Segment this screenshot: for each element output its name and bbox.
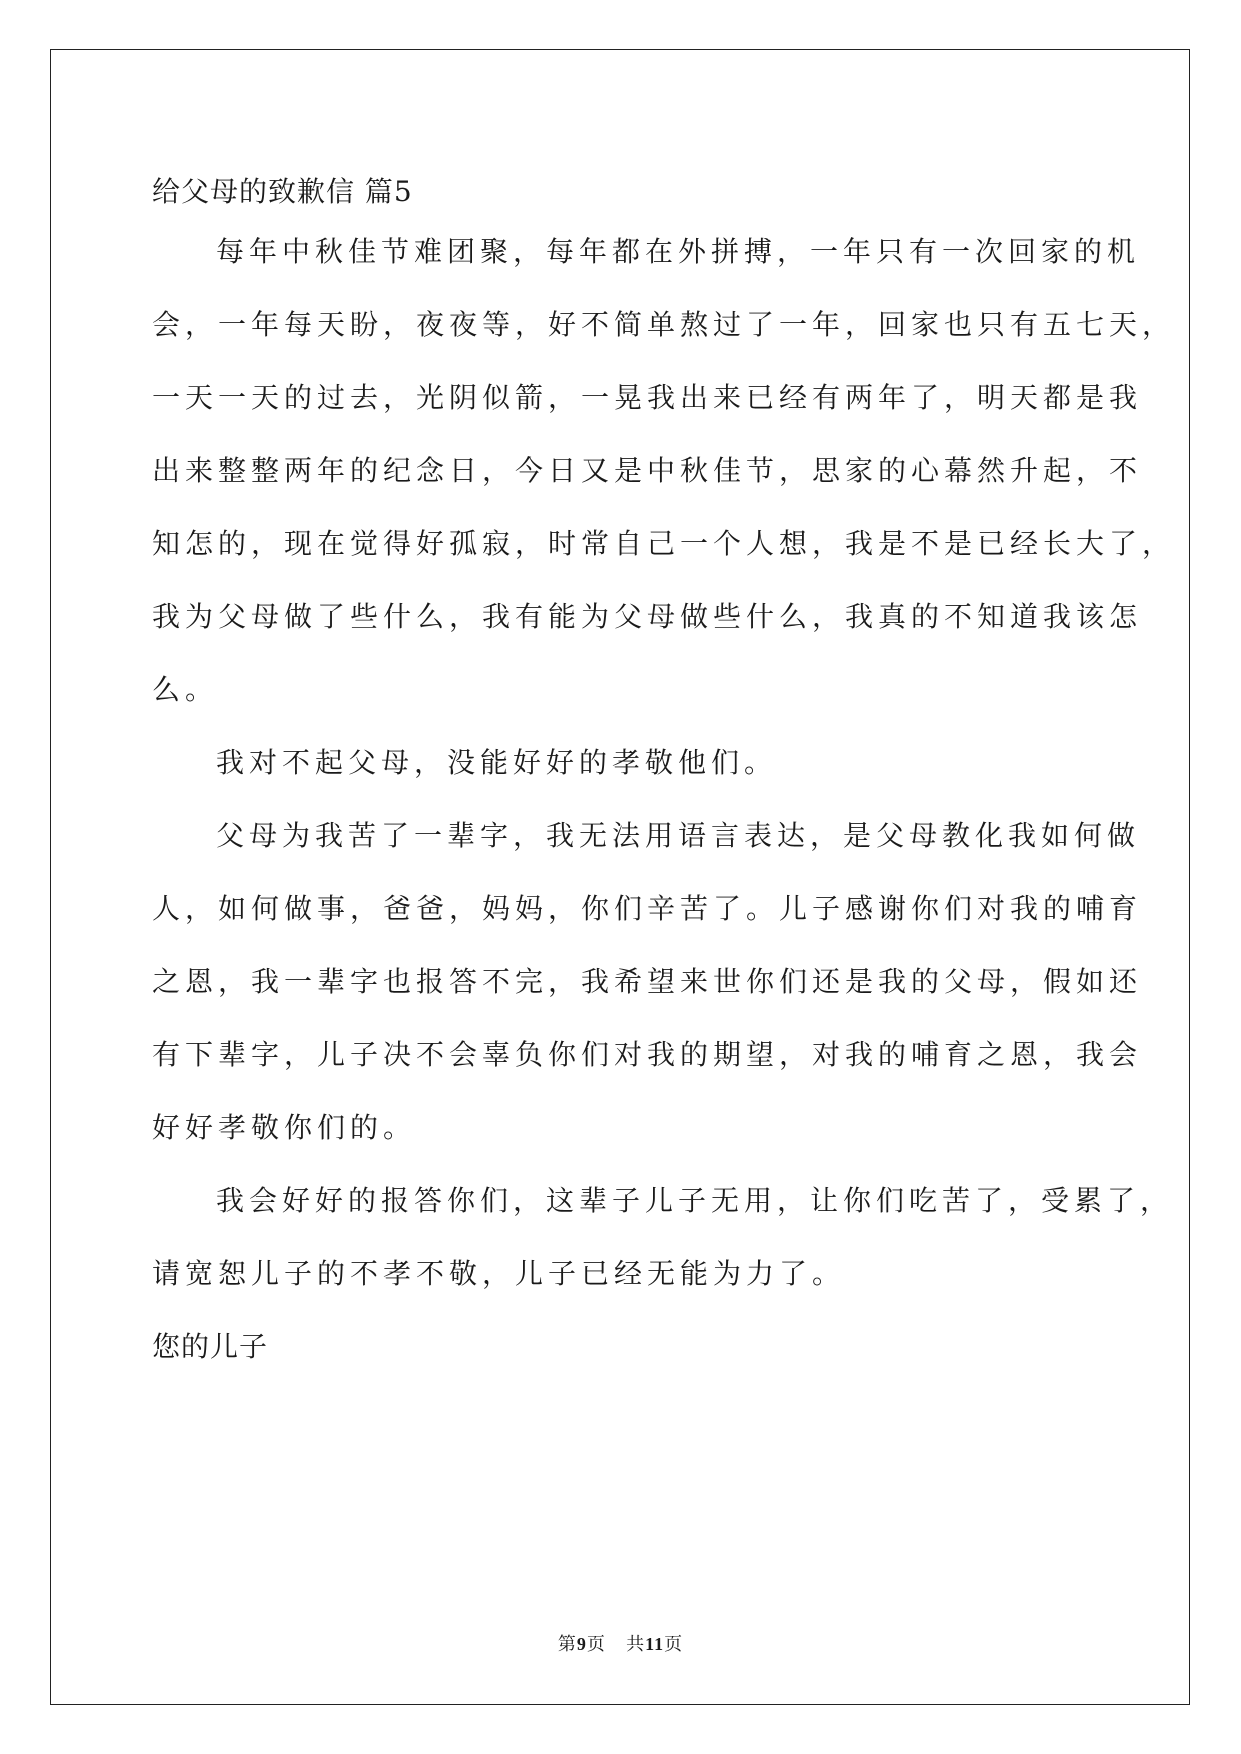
paragraph-1-line-6: 我为父母做了些什么，我有能为父母做些什么，我真的不知道我该怎 bbox=[152, 600, 1143, 633]
total-pages-number: 11 bbox=[645, 1634, 665, 1654]
paragraph-1-line-1: 每年中秋佳节难团聚，每年都在外拼搏，一年只有一次回家的机 bbox=[216, 235, 1141, 268]
paragraph-2-line-1: 我对不起父母，没能好好的孝敬他们。 bbox=[216, 746, 778, 779]
paragraph-4-line-2: 请宽恕儿子的不孝不敬，儿子已经无能为力了。 bbox=[152, 1257, 846, 1290]
paragraph-1-line-3: 一天一天的过去，光阴似箭，一晃我出来已经有两年了，明天都是我 bbox=[152, 381, 1143, 414]
paragraph-3-line-1: 父母为我苦了一辈字，我无法用语言表达，是父母教化我如何做 bbox=[216, 819, 1141, 852]
current-page-number: 9 bbox=[576, 1634, 587, 1654]
signature: 您的儿子 bbox=[152, 1330, 269, 1363]
page-footer bbox=[0, 1630, 1241, 1656]
paragraph-1-line-4: 出来整整两年的纪念日，今日又是中秋佳节，思家的心幕然升起，不 bbox=[152, 454, 1143, 487]
paragraph-3-line-4: 有下辈字，儿子决不会辜负你们对我的期望，对我的哺育之恩，我会 bbox=[152, 1038, 1143, 1071]
footer-prefix: 第 bbox=[557, 1634, 577, 1655]
footer-total-suffix: 页 bbox=[664, 1634, 684, 1655]
paragraph-1-line-5: 知怎的，现在觉得好孤寂，时常自己一个人想，我是不是已经长大了， bbox=[152, 527, 1176, 560]
paragraph-3-line-3: 之恩，我一辈字也报答不完，我希望来世你们还是我的父母，假如还 bbox=[152, 965, 1143, 998]
page-border bbox=[50, 49, 1190, 1705]
document-title: 给父母的致歉信 篇5 bbox=[152, 175, 413, 208]
paragraph-1-line-7: 么。 bbox=[152, 673, 219, 706]
paragraph-1-line-2: 会，一年每天盼，夜夜等，好不简单熬过了一年，回家也只有五七天， bbox=[152, 308, 1176, 341]
paragraph-3-line-2: 人，如何做事，爸爸，妈妈，你们辛苦了。儿子感谢你们对我的哺育 bbox=[152, 892, 1143, 925]
footer-page-suffix: 页 bbox=[586, 1634, 606, 1655]
paragraph-4-line-1: 我会好好的报答你们，这辈子儿子无用，让你们吃苦了，受累了， bbox=[216, 1184, 1174, 1217]
paragraph-3-line-5: 好好孝敬你们的。 bbox=[152, 1111, 417, 1144]
footer-total-prefix: 共 bbox=[626, 1634, 646, 1655]
